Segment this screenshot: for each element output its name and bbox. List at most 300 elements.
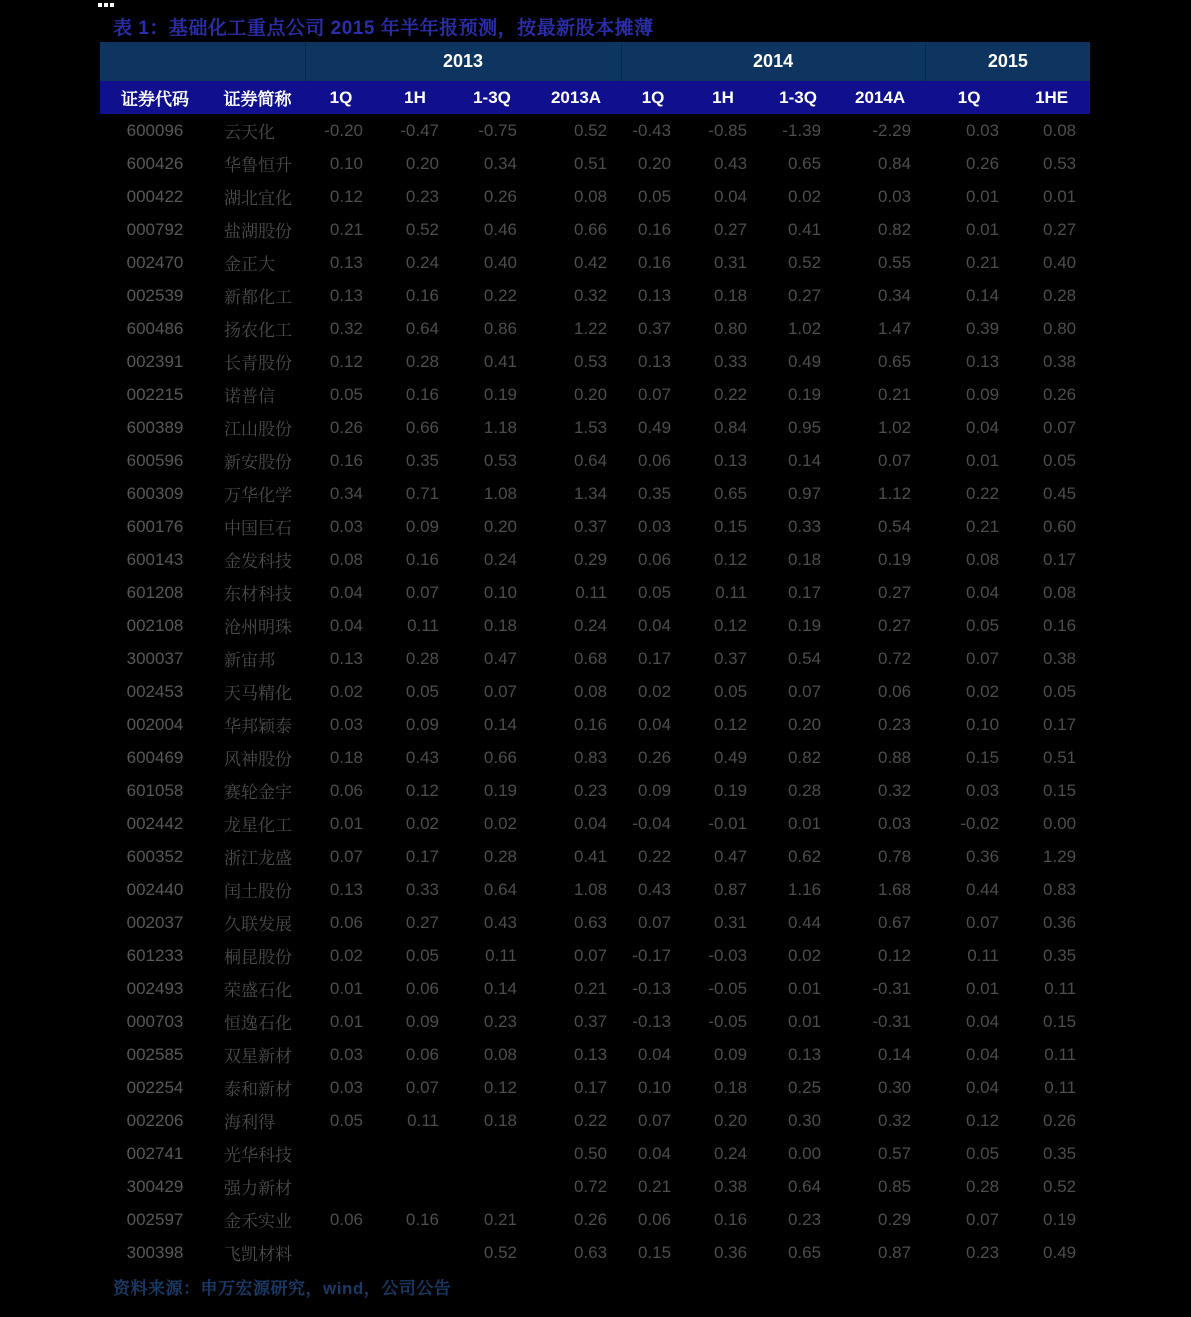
- cell-eps-value: 0.03: [329, 1044, 363, 1064]
- cell-eps-value: 0.24: [405, 252, 439, 272]
- cell-stock-name: 盐湖股份: [224, 222, 292, 241]
- cell-eps-value: 0.27: [787, 285, 822, 305]
- cell-eps-value: 0.13: [966, 351, 1000, 371]
- cell-eps-value: 0.87: [878, 1242, 912, 1262]
- cell-eps-value: 0.10: [966, 714, 1000, 734]
- cell-eps-value: 0.14: [483, 978, 517, 998]
- cell-eps-value: -0.75: [478, 120, 517, 140]
- cell-stock-code: 300398: [126, 1242, 184, 1262]
- table-row: [100, 675, 1090, 708]
- cell-eps-value: 0.01: [966, 186, 1000, 206]
- cell-eps-value: 0.02: [787, 186, 822, 206]
- cell-eps-value: 0.23: [405, 186, 439, 206]
- cell-stock-code: 002453: [126, 681, 184, 701]
- cell-eps-value: 0.51: [1043, 747, 1077, 767]
- cell-eps-value: 0.72: [878, 648, 912, 668]
- cell-eps-value: 0.11: [715, 582, 748, 602]
- cell-eps-value: 0.20: [483, 516, 517, 536]
- cell-eps-value: -0.43: [632, 120, 672, 140]
- cell-eps-value: 0.11: [1044, 1077, 1077, 1097]
- cell-stock-code: 600096: [126, 120, 184, 140]
- cell-eps-value: 0.03: [329, 714, 363, 734]
- cell-eps-value: 0.16: [405, 1209, 439, 1229]
- cell-eps-value: -0.31: [872, 1011, 912, 1031]
- cell-stock-name: 江山股份: [224, 420, 292, 439]
- column-header-5: 2013A: [531, 81, 621, 114]
- cell-eps-value: 0.04: [966, 1011, 1000, 1031]
- cell-eps-value: 0.16: [405, 285, 439, 305]
- cell-stock-code: 002741: [126, 1143, 184, 1163]
- cell-stock-name: 湖北宜化: [224, 189, 292, 208]
- cell-eps-value: 0.03: [966, 120, 1000, 140]
- cell-eps-value: 1.68: [878, 879, 912, 899]
- cell-eps-value: 0.03: [966, 780, 1000, 800]
- forecast-table-container: [100, 42, 1090, 1269]
- cell-eps-value: 0.26: [1043, 384, 1077, 404]
- cell-eps-value: 0.43: [483, 912, 517, 932]
- cell-stock-code: 600426: [126, 153, 184, 173]
- cell-eps-value: 0.35: [405, 450, 439, 470]
- cell-stock-code: 002215: [126, 384, 184, 404]
- cell-stock-name: 诺普信: [224, 387, 275, 406]
- cell-eps-value: 0.62: [787, 846, 822, 866]
- cell-eps-value: 0.00: [1043, 813, 1077, 833]
- cell-eps-value: 0.07: [878, 450, 912, 470]
- cell-eps-value: 0.07: [405, 582, 439, 602]
- cell-eps-value: 0.17: [405, 846, 439, 866]
- cell-eps-value: 0.23: [787, 1209, 822, 1229]
- cell-eps-value: 0.21: [483, 1209, 517, 1229]
- cell-eps-value: 0.22: [713, 384, 748, 404]
- cell-eps-value: 0.12: [329, 351, 363, 371]
- cell-stock-code: 000703: [126, 1011, 184, 1031]
- column-header-6: 1Q: [621, 81, 685, 114]
- cell-eps-value: 0.07: [573, 945, 608, 965]
- cell-eps-value: 0.03: [637, 516, 672, 536]
- cell-eps-value: [453, 1137, 531, 1170]
- cell-eps-value: 0.08: [329, 549, 363, 569]
- cell-eps-value: 0.52: [1043, 1176, 1077, 1196]
- cell-eps-value: [377, 1137, 453, 1170]
- cell-stock-code: 600596: [126, 450, 184, 470]
- table-row: [100, 939, 1090, 972]
- cell-eps-value: 0.07: [637, 1110, 672, 1130]
- cell-eps-value: 0.07: [405, 1077, 439, 1097]
- cell-stock-name: 恒逸石化: [224, 1014, 292, 1033]
- cell-stock-code: 002493: [126, 978, 184, 998]
- cell-eps-value: 0.33: [405, 879, 439, 899]
- cell-eps-value: 0.49: [637, 417, 672, 437]
- cell-eps-value: 0.28: [483, 846, 517, 866]
- cell-stock-name: 新都化工: [224, 288, 292, 307]
- cell-eps-value: 0.32: [878, 1110, 912, 1130]
- cell-eps-value: 0.07: [966, 648, 1000, 668]
- cell-eps-value: 0.20: [713, 1110, 748, 1130]
- cell-eps-value: 0.08: [483, 1044, 517, 1064]
- cell-eps-value: 0.32: [573, 285, 608, 305]
- cell-eps-value: 0.15: [1043, 1011, 1077, 1031]
- cell-eps-value: 0.13: [787, 1044, 822, 1064]
- cell-eps-value: 0.07: [637, 384, 672, 404]
- cell-eps-value: 0.02: [483, 813, 517, 833]
- cell-eps-value: -0.05: [708, 978, 748, 998]
- cell-eps-value: 0.18: [483, 1110, 517, 1130]
- cell-eps-value: 0.04: [637, 1044, 672, 1064]
- cell-eps-value: 0.14: [966, 285, 1000, 305]
- cell-eps-value: 0.27: [1043, 219, 1077, 239]
- cell-eps-value: 0.13: [329, 648, 363, 668]
- cell-eps-value: -0.85: [708, 120, 748, 140]
- cell-eps-value: 0.53: [573, 351, 608, 371]
- cell-eps-value: 0.07: [637, 912, 672, 932]
- cell-eps-value: 1.34: [573, 483, 608, 503]
- cell-eps-value: 0.64: [787, 1176, 822, 1196]
- cell-eps-value: 0.04: [637, 615, 672, 635]
- cell-eps-value: 0.80: [713, 318, 748, 338]
- cell-eps-value: 0.19: [713, 780, 748, 800]
- cell-eps-value: 0.07: [483, 681, 517, 701]
- cell-eps-value: 1.08: [573, 879, 608, 899]
- cell-eps-value: 0.01: [329, 1011, 363, 1031]
- cell-eps-value: 0.09: [405, 1011, 439, 1031]
- cell-eps-value: 0.72: [573, 1176, 608, 1196]
- cell-eps-value: 0.23: [483, 1011, 517, 1031]
- cell-eps-value: 0.05: [329, 384, 363, 404]
- cell-eps-value: 0.49: [787, 351, 822, 371]
- cell-eps-value: 0.14: [787, 450, 822, 470]
- table-row: [100, 213, 1090, 246]
- cell-eps-value: 0.01: [787, 813, 822, 833]
- cell-eps-value: -0.13: [632, 1011, 672, 1031]
- cell-eps-value: 0.21: [329, 219, 363, 239]
- cell-eps-value: 0.12: [713, 549, 748, 569]
- cell-eps-value: 0.14: [878, 1044, 912, 1064]
- forecast-table: [100, 42, 1090, 1269]
- table-row: [100, 312, 1090, 345]
- cell-eps-value: 0.20: [637, 153, 672, 173]
- column-header-8: 1-3Q: [761, 81, 835, 114]
- cell-eps-value: 0.36: [713, 1242, 748, 1262]
- cell-eps-value: 0.84: [713, 417, 748, 437]
- cell-eps-value: 0.04: [966, 582, 1000, 602]
- cell-eps-value: 0.16: [1043, 615, 1077, 635]
- cell-eps-value: 0.38: [1043, 351, 1077, 371]
- cell-eps-value: 0.66: [483, 747, 517, 767]
- cell-stock-code: 600486: [126, 318, 184, 338]
- cell-eps-value: 0.06: [329, 1209, 363, 1229]
- cell-eps-value: 0.21: [878, 384, 912, 404]
- cell-eps-value: 0.05: [329, 1110, 363, 1130]
- cell-stock-code: 000792: [126, 219, 184, 239]
- cell-eps-value: 0.33: [787, 516, 822, 536]
- cell-eps-value: 0.87: [713, 879, 748, 899]
- cell-eps-value: 0.13: [329, 285, 363, 305]
- cell-stock-name: 飞凯材料: [224, 1245, 292, 1264]
- cell-eps-value: 0.15: [966, 747, 1000, 767]
- cell-eps-value: 0.01: [787, 1011, 822, 1031]
- cell-eps-value: 0.52: [483, 1242, 517, 1262]
- cell-eps-value: 0.01: [1043, 186, 1077, 206]
- cell-stock-code: 600143: [126, 549, 184, 569]
- cell-eps-value: 0.02: [405, 813, 439, 833]
- cell-stock-name: 中国巨石: [224, 519, 292, 538]
- cell-stock-code: 002037: [126, 912, 184, 932]
- cell-eps-value: 0.68: [573, 648, 608, 668]
- cell-eps-value: 0.05: [1043, 450, 1077, 470]
- cell-eps-value: 0.26: [1043, 1110, 1077, 1130]
- cell-stock-name: 桐昆股份: [224, 948, 292, 967]
- cell-eps-value: 0.39: [966, 318, 1000, 338]
- cell-eps-value: 0.16: [637, 252, 672, 272]
- cell-eps-value: 0.16: [405, 549, 439, 569]
- column-header-10: 1Q: [925, 81, 1013, 114]
- cell-eps-value: 0.52: [405, 219, 439, 239]
- cell-eps-value: 0.37: [637, 318, 672, 338]
- cell-eps-value: 0.65: [787, 1242, 822, 1262]
- table-row: [100, 114, 1090, 147]
- table-row: [100, 279, 1090, 312]
- cell-eps-value: 0.04: [966, 1044, 1000, 1064]
- year-group-header-blank: [100, 42, 305, 81]
- cell-eps-value: -0.03: [708, 945, 748, 965]
- cell-eps-value: 1.47: [878, 318, 912, 338]
- cell-eps-value: 0.21: [966, 516, 1000, 536]
- cell-eps-value: 0.17: [573, 1077, 608, 1097]
- cell-eps-value: 0.07: [966, 1209, 1000, 1229]
- table-row: [100, 774, 1090, 807]
- cell-stock-code: 002539: [126, 285, 184, 305]
- cell-eps-value: 0.41: [483, 351, 517, 371]
- cell-eps-value: 0.41: [787, 219, 822, 239]
- cell-eps-value: 0.04: [966, 417, 1000, 437]
- cell-eps-value: 0.33: [713, 351, 748, 371]
- cell-eps-value: 0.82: [878, 219, 912, 239]
- column-header-7: 1H: [685, 81, 761, 114]
- cell-stock-code: 300429: [126, 1176, 184, 1196]
- cell-eps-value: 0.06: [405, 978, 439, 998]
- cell-eps-value: 0.36: [966, 846, 1000, 866]
- table-row: [100, 477, 1090, 510]
- cell-stock-code: 600309: [126, 483, 184, 503]
- cell-eps-value: 0.19: [787, 384, 822, 404]
- cell-eps-value: 1.02: [787, 318, 822, 338]
- cell-eps-value: 0.53: [483, 450, 517, 470]
- cell-eps-value: 0.51: [573, 153, 608, 173]
- cell-eps-value: 0.34: [878, 285, 912, 305]
- cell-stock-name: 金禾实业: [224, 1212, 292, 1231]
- table-row: [100, 345, 1090, 378]
- cell-eps-value: 0.27: [713, 219, 748, 239]
- cell-eps-value: -0.04: [632, 813, 672, 833]
- cell-stock-name: 光华科技: [224, 1146, 292, 1165]
- cell-eps-value: 0.16: [573, 714, 608, 734]
- cell-stock-name: 新宙邦: [224, 651, 275, 670]
- cell-eps-value: -0.02: [960, 813, 1000, 833]
- cell-eps-value: 1.29: [1043, 846, 1077, 866]
- cell-eps-value: 0.02: [966, 681, 1000, 701]
- cell-eps-value: 0.04: [573, 813, 608, 833]
- cell-eps-value: 0.13: [329, 879, 363, 899]
- table-body: [100, 114, 1090, 1269]
- cell-eps-value: -0.05: [708, 1011, 748, 1031]
- cell-eps-value: 0.17: [787, 582, 822, 602]
- cell-stock-code: 002440: [126, 879, 184, 899]
- table-row: [100, 576, 1090, 609]
- cell-eps-value: 0.12: [713, 615, 748, 635]
- cell-stock-name: 新安股份: [224, 453, 292, 472]
- cell-eps-value: 0.14: [483, 714, 517, 734]
- cell-eps-value: 0.01: [329, 978, 363, 998]
- cell-eps-value: 0.10: [329, 153, 363, 173]
- cell-eps-value: 1.08: [483, 483, 517, 503]
- cell-eps-value: 0.43: [637, 879, 672, 899]
- cell-eps-value: 0.67: [878, 912, 912, 932]
- cell-eps-value: 0.27: [405, 912, 439, 932]
- cell-eps-value: 0.18: [787, 549, 822, 569]
- cell-eps-value: 0.04: [637, 1143, 672, 1163]
- cell-eps-value: 0.80: [1043, 318, 1077, 338]
- cell-eps-value: 0.11: [407, 1110, 439, 1130]
- cell-eps-value: 0.22: [483, 285, 517, 305]
- cell-eps-value: 0.54: [787, 648, 822, 668]
- cell-eps-value: 0.49: [713, 747, 748, 767]
- cell-stock-name: 强力新材: [224, 1179, 292, 1198]
- cell-eps-value: [305, 1236, 377, 1269]
- cell-eps-value: 0.01: [966, 450, 1000, 470]
- cell-eps-value: 0.63: [573, 912, 608, 932]
- cell-eps-value: 0.22: [573, 1110, 608, 1130]
- cell-stock-code: 600352: [126, 846, 184, 866]
- cell-eps-value: 0.29: [878, 1209, 912, 1229]
- cell-eps-value: -0.31: [872, 978, 912, 998]
- table-row: [100, 807, 1090, 840]
- cell-stock-code: 002254: [126, 1077, 184, 1097]
- cell-stock-name: 海利得: [224, 1113, 275, 1132]
- cell-eps-value: 0.21: [573, 978, 608, 998]
- cell-eps-value: 0.49: [1043, 1242, 1077, 1262]
- cell-eps-value: [453, 1170, 531, 1203]
- cell-eps-value: 0.11: [1044, 1044, 1077, 1064]
- cell-eps-value: 0.07: [966, 912, 1000, 932]
- cell-eps-value: 0.28: [405, 351, 439, 371]
- cell-eps-value: 0.02: [329, 945, 363, 965]
- cell-eps-value: 0.32: [329, 318, 363, 338]
- cell-eps-value: 0.21: [637, 1176, 672, 1196]
- cell-eps-value: 0.01: [966, 978, 1000, 998]
- cell-eps-value: 0.26: [966, 153, 1000, 173]
- cell-eps-value: 0.83: [1043, 879, 1077, 899]
- cell-eps-value: 0.09: [405, 516, 439, 536]
- cell-eps-value: 0.05: [966, 1143, 1000, 1163]
- table-row: [100, 1038, 1090, 1071]
- table-row: [100, 246, 1090, 279]
- cell-eps-value: 0.46: [483, 219, 517, 239]
- cell-stock-name: 闰土股份: [224, 882, 292, 901]
- cell-eps-value: 0.09: [637, 780, 672, 800]
- cell-eps-value: 0.88: [878, 747, 912, 767]
- cell-eps-value: -0.13: [632, 978, 672, 998]
- cell-eps-value: 0.28: [787, 780, 822, 800]
- table-row: [100, 972, 1090, 1005]
- cell-eps-value: 0.00: [787, 1143, 822, 1163]
- cell-eps-value: 0.01: [966, 219, 1000, 239]
- cell-eps-value: 0.26: [573, 1209, 608, 1229]
- cell-stock-code: 600469: [126, 747, 184, 767]
- cell-stock-code: 601233: [126, 945, 184, 965]
- cell-eps-value: 1.22: [573, 318, 608, 338]
- cell-eps-value: 0.29: [573, 549, 608, 569]
- cell-eps-value: 0.16: [713, 1209, 748, 1229]
- cell-eps-value: 0.06: [329, 780, 363, 800]
- cell-eps-value: 0.21: [966, 252, 1000, 272]
- cell-eps-value: 1.16: [787, 879, 822, 899]
- table-row: [100, 1203, 1090, 1236]
- cell-eps-value: 0.22: [637, 846, 672, 866]
- cell-eps-value: 0.40: [483, 252, 517, 272]
- cell-eps-value: 0.05: [405, 945, 439, 965]
- table-row: [100, 1104, 1090, 1137]
- table-row: [100, 1137, 1090, 1170]
- column-header-2: 1Q: [305, 81, 377, 114]
- cell-eps-value: 0.30: [787, 1110, 822, 1130]
- cell-stock-code: 600176: [126, 516, 184, 536]
- cell-eps-value: 0.19: [483, 780, 517, 800]
- year-group-header-2014: 2014: [621, 42, 925, 81]
- cell-eps-value: 0.05: [637, 186, 672, 206]
- cell-stock-name: 扬农化工: [224, 321, 292, 340]
- cell-eps-value: -0.20: [324, 120, 363, 140]
- cell-eps-value: 0.20: [573, 384, 608, 404]
- cell-eps-value: 0.28: [405, 648, 439, 668]
- cell-eps-value: 0.12: [878, 945, 912, 965]
- column-header-11: 1HE: [1013, 81, 1090, 114]
- cell-eps-value: 0.31: [713, 912, 748, 932]
- cell-eps-value: 0.50: [573, 1143, 608, 1163]
- cell-stock-name: 龙星化工: [224, 816, 292, 835]
- cell-eps-value: 0.17: [1043, 714, 1077, 734]
- cell-eps-value: 0.13: [637, 351, 672, 371]
- cell-eps-value: 0.19: [483, 384, 517, 404]
- cell-eps-value: 0.44: [787, 912, 822, 932]
- cell-eps-value: 0.03: [878, 813, 912, 833]
- cell-eps-value: 0.43: [405, 747, 439, 767]
- cell-eps-value: 0.05: [713, 681, 748, 701]
- cell-eps-value: 0.26: [637, 747, 672, 767]
- cell-eps-value: 0.11: [407, 615, 439, 635]
- cell-stock-code: 601058: [126, 780, 184, 800]
- cell-stock-code: 002442: [126, 813, 184, 833]
- cell-eps-value: 0.35: [637, 483, 672, 503]
- cell-stock-code: 000422: [126, 186, 184, 206]
- cell-eps-value: 0.18: [329, 747, 363, 767]
- cell-eps-value: 0.64: [573, 450, 608, 470]
- cell-stock-name: 天马精化: [224, 684, 292, 703]
- table-header: [100, 42, 1090, 114]
- cell-eps-value: 0.25: [787, 1077, 822, 1097]
- table-row: [100, 1236, 1090, 1269]
- cell-eps-value: 0.15: [1043, 780, 1077, 800]
- cell-eps-value: 0.66: [573, 219, 608, 239]
- column-header-3: 1H: [377, 81, 453, 114]
- cell-eps-value: 0.86: [483, 318, 517, 338]
- cell-eps-value: 0.20: [405, 153, 439, 173]
- cell-eps-value: 0.26: [329, 417, 363, 437]
- cell-eps-value: 0.66: [405, 417, 439, 437]
- cell-eps-value: 0.08: [1043, 582, 1077, 602]
- cell-eps-value: 0.10: [483, 582, 517, 602]
- cell-stock-name: 金正大: [224, 255, 275, 274]
- cell-eps-value: [377, 1170, 453, 1203]
